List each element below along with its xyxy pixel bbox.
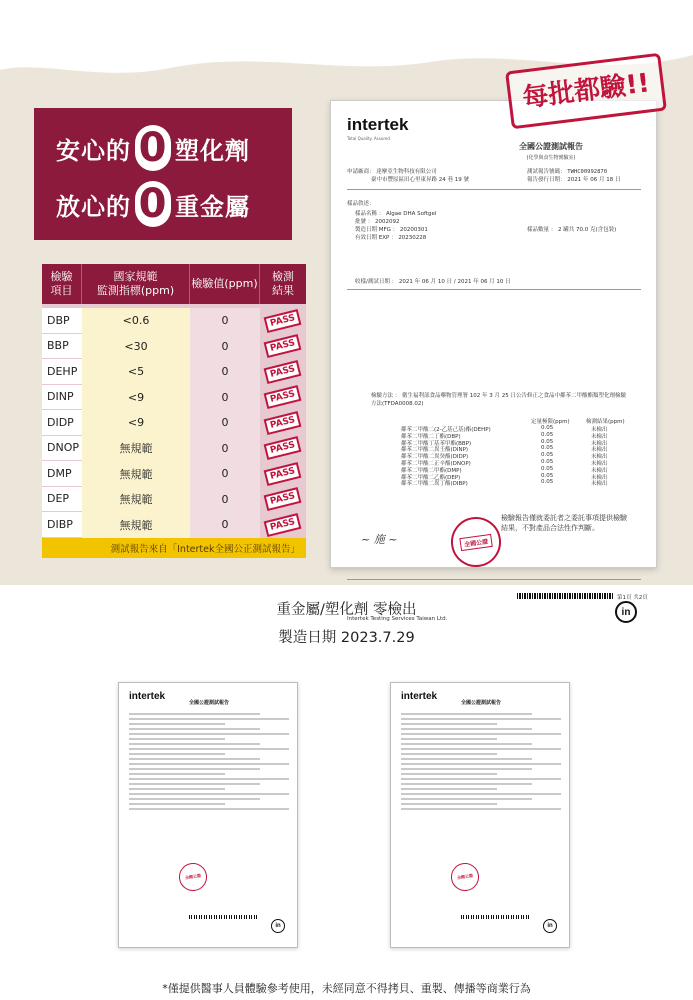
mini-certificate-1 — [118, 682, 298, 948]
list-item — [401, 432, 641, 439]
mini-logo: intertek — [401, 691, 438, 702]
logo-tagline: Total Quality. Assured. — [347, 136, 392, 141]
intertek-in-icon: in — [543, 919, 557, 933]
result-header: 檢測結果(ppm) — [586, 419, 625, 425]
result-name: 鄰苯二甲酸二正辛酯(DNOP) — [401, 460, 471, 467]
mini-title: 全國公證測試報告 — [189, 700, 230, 706]
table-row — [42, 512, 306, 538]
result-name: 鄰苯二甲酸二乙酯(DEP) — [401, 474, 461, 481]
result-result: 未檢出 — [591, 447, 608, 454]
loq-header: 定量極限(ppm) — [531, 419, 570, 425]
headline-text: 塑化劑 — [175, 136, 250, 165]
table-row — [42, 334, 306, 360]
header-value: 檢驗值(ppm) — [190, 264, 260, 304]
signature: ~ 施 ~ — [361, 533, 398, 546]
result-loq: 0.05 — [541, 431, 554, 438]
method: 衛生福利部食品藥物管理署 102 年 3 月 25 日公告修正之食品中鄰苯二甲酸酯類塑化劑檢驗方法(TFDA0008.02) — [371, 393, 626, 407]
table-row — [42, 461, 306, 487]
cell-value: 0 — [190, 436, 260, 462]
pass-stamp: PASS — [264, 513, 302, 537]
sample-name: Algae DHA Softgel — [386, 211, 437, 217]
headline-line-1 — [56, 120, 278, 176]
table-row — [42, 487, 306, 513]
cell-value: 0 — [190, 385, 260, 411]
logo-text: intertek — [347, 115, 409, 134]
cell-limit: <5 — [82, 359, 190, 385]
result-name: 鄰苯二甲酸丁基苯甲酯(BBP) — [401, 440, 472, 447]
mini-logo: intertek — [129, 691, 166, 702]
report-date: 2021 年 06 月 18 日 — [567, 177, 621, 183]
list-item — [401, 479, 641, 486]
mini-text-lines — [129, 713, 289, 813]
headline-line-2 — [56, 176, 278, 232]
list-item — [401, 439, 641, 446]
label: 申請廠商： — [347, 169, 375, 175]
cell-result — [260, 512, 306, 538]
cell-item: DIBP — [42, 512, 82, 538]
cell-item: DINP — [42, 385, 82, 411]
headline-text: 放心的 — [56, 192, 131, 221]
mini-barcode — [461, 915, 531, 919]
list-item — [401, 445, 641, 452]
cell-limit: <0.6 — [82, 308, 190, 334]
pass-stamp: PASS — [264, 334, 302, 358]
certificate-title-text: 全國公證測試報告 — [519, 142, 583, 151]
header-result: 檢測 結果 — [272, 270, 294, 297]
result-result: 未檢出 — [591, 440, 608, 447]
conclusion: 檢驗報告僅就委託者之委託事項提供檢驗結果，不對產品合法性作判斷。 — [501, 514, 627, 532]
cell-item: DIDP — [42, 410, 82, 436]
divider — [347, 189, 641, 190]
intertek-in-icon: in — [615, 601, 637, 623]
cell-result — [260, 359, 306, 385]
mini-title: 全國公證測試報告 — [461, 700, 502, 706]
date-range-row: 收樣/測試日期 ： 2021 年 06 月 10 日 / 2021 年 06 月 10 日 — [355, 279, 511, 285]
result-loq: 0.05 — [541, 479, 554, 486]
cell-value: 0 — [190, 359, 260, 385]
cell-result — [260, 334, 306, 360]
headline-zero: 0 — [135, 125, 171, 171]
pass-stamp: PASS — [264, 411, 302, 435]
cell-limit: 無規範 — [82, 436, 190, 462]
cell-value: 0 — [190, 487, 260, 513]
cell-result — [260, 487, 306, 513]
client-address: 臺中市豐原區田心里東昇路 24 巷 19 號 — [371, 177, 469, 183]
list-item — [401, 466, 641, 473]
result-loq: 0.05 — [541, 465, 554, 472]
disclaimer: *僅提供醫事人員體驗參考使用，未經同意不得拷貝、重製、傳播等商業行為 — [162, 982, 531, 995]
cell-limit: 無規範 — [82, 487, 190, 513]
headline-text: 安心的 — [56, 136, 131, 165]
pass-stamp: PASS — [264, 309, 302, 333]
pass-stamp: PASS — [264, 436, 302, 460]
cell-limit: 無規範 — [82, 512, 190, 538]
cell-result — [260, 410, 306, 436]
result-result: 未檢出 — [591, 433, 608, 440]
page-number: 第1頁 共2頁 — [617, 595, 648, 601]
result-loq: 0.05 — [541, 438, 554, 445]
table-row — [42, 359, 306, 385]
report-number: TWHC00992870 — [567, 169, 608, 175]
result-name: 鄰苯二甲酸二異癸酯(DIDP) — [401, 454, 469, 461]
divider — [347, 579, 641, 580]
result-loq: 0.05 — [541, 445, 554, 452]
list-item — [401, 459, 641, 466]
result-name: 鄰苯二甲酸二甲酯(DMP) — [401, 467, 462, 474]
report-no-row — [527, 167, 607, 175]
cell-value: 0 — [190, 410, 260, 436]
batch: 2002092 — [375, 219, 400, 225]
result-name: 鄰苯二甲酸二丁酯(DBP) — [401, 433, 461, 440]
certificate-title — [481, 141, 621, 161]
mfg-row: 製造日期 MFG ： 20200301 — [355, 227, 428, 233]
caption-manufacture-date: 製造日期 2023.7.29 — [278, 630, 415, 646]
cell-item: DEHP — [42, 359, 82, 385]
table-header — [42, 264, 306, 304]
sample-name-row: 樣品名稱 ： Algae DHA Softgel — [355, 211, 437, 217]
cell-item: DEP — [42, 487, 82, 513]
cell-item: BBP — [42, 334, 82, 360]
result-result: 未檢出 — [591, 474, 608, 481]
pass-stamp: PASS — [264, 360, 302, 384]
cell-value: 0 — [190, 308, 260, 334]
cell-value: 0 — [190, 334, 260, 360]
list-item — [401, 452, 641, 459]
cell-item: DMP — [42, 461, 82, 487]
headline-text: 重金屬 — [175, 192, 250, 221]
batch-row: 批號 ： 2002092 — [355, 219, 400, 225]
client-row — [347, 167, 437, 175]
cell-item: DNOP — [42, 436, 82, 462]
client-name: 達摩亞生物科技有限公司 — [376, 169, 437, 175]
mini-certificate-2 — [390, 682, 570, 948]
table-row — [42, 410, 306, 436]
cell-limit: <30 — [82, 334, 190, 360]
result-result: 未檢出 — [591, 427, 608, 433]
table-row — [42, 385, 306, 411]
divider — [347, 289, 641, 290]
caption-zero-detected: 重金屬/塑化劑 零檢出 — [276, 602, 417, 618]
pass-stamp: PASS — [264, 462, 302, 486]
date-range: 2021 年 06 月 10 日 / 2021 年 06 月 10 日 — [398, 279, 511, 285]
result-loq: 0.05 — [541, 458, 554, 465]
result-name: 鄰苯二甲酸二異丁酯(DIBP) — [401, 481, 468, 488]
cell-result — [260, 461, 306, 487]
report-date-row — [527, 175, 621, 183]
cell-limit: 無規範 — [82, 461, 190, 487]
every-batch-stamp: 每批都驗!! — [505, 53, 667, 130]
headline-zero: 0 — [135, 181, 171, 227]
result-name: 鄰苯二甲酸二異壬酯(DINP) — [401, 447, 469, 454]
list-item — [401, 473, 641, 480]
result-loq: 0.05 — [541, 472, 554, 479]
exp-row: 有效日期 EXP ： 20230228 — [355, 235, 427, 241]
exp: 20230228 — [398, 235, 427, 241]
test-result-table — [42, 264, 306, 558]
company-name: Intertek Testing Services Taiwan Ltd. — [347, 616, 448, 622]
result-result: 未檢出 — [591, 467, 608, 474]
mini-text-lines — [401, 713, 561, 813]
table-row — [42, 308, 306, 334]
mini-seal: 全國公證 — [449, 861, 481, 893]
method-row: 檢驗方法 ： 衛生福利部食品藥物管理署 102 年 3 月 25 日公告修正之食品中鄰苯二甲酸酯類塑化劑檢驗方法(TFDA0008.02) — [371, 393, 626, 407]
cell-result — [260, 308, 306, 334]
certificate-results — [401, 425, 641, 486]
result-loq: 0.05 — [541, 425, 554, 431]
quantity: 2 罐共 70.0 克(含包裝) — [558, 227, 617, 233]
table-body — [42, 304, 306, 538]
quantity-row: 樣品數量 ： 2 罐共 70.0 克(含包裝) — [527, 227, 617, 233]
result-result: 未檢出 — [591, 454, 608, 461]
cell-limit: <9 — [82, 410, 190, 436]
certificate-seal — [448, 514, 504, 570]
table-footnote: 測試報告來自「Intertek全國公正測試報告」 — [42, 538, 306, 558]
mini-seal: 全國公證 — [177, 861, 209, 893]
label: 報告發行日期： — [527, 177, 566, 183]
sample-label: 樣品敘述： — [347, 201, 375, 207]
mini-barcode — [189, 915, 259, 919]
table-row — [42, 436, 306, 462]
cell-result — [260, 436, 306, 462]
seal-text: 全國公證 — [459, 533, 493, 550]
cell-limit: <9 — [82, 385, 190, 411]
cell-item: DBP — [42, 308, 82, 334]
pass-stamp: PASS — [264, 385, 302, 409]
header-item: 檢驗 項目 — [42, 264, 82, 304]
cell-value: 0 — [190, 461, 260, 487]
result-loq: 0.05 — [541, 452, 554, 459]
list-item — [401, 425, 641, 432]
result-result: 未檢出 — [591, 460, 608, 467]
result-name: 鄰苯二甲酸二(2-乙基己基)酯(DEHP) — [401, 427, 491, 433]
label: 測試報告號碼： — [527, 169, 566, 175]
certificate-subtitle: (化學與食生物實驗室) — [526, 155, 576, 161]
result-result: 未檢出 — [591, 481, 608, 488]
intertek-in-icon: in — [271, 919, 285, 933]
cell-result — [260, 385, 306, 411]
mfg: 20200301 — [399, 227, 428, 233]
pass-stamp: PASS — [264, 487, 302, 511]
headline-banner — [34, 108, 292, 240]
header-limit: 國家規範 監測指標(ppm) — [82, 264, 190, 304]
cell-value: 0 — [190, 512, 260, 538]
